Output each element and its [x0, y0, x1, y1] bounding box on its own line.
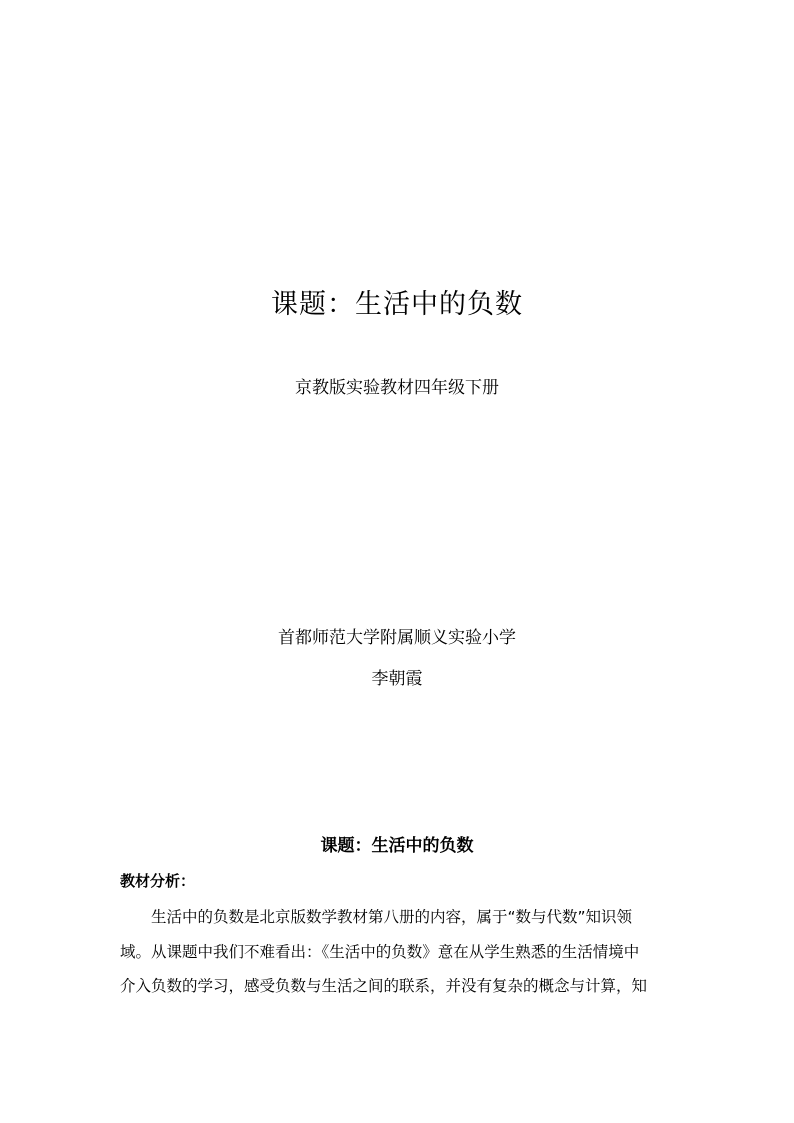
cover-school-name: 首都师范大学附属顺义实验小学: [278, 628, 516, 648]
paragraph-line: 生活中的负数是北京版数学教材第八册的内容，属于“数与代数”知识领: [151, 908, 633, 926]
section-heading: 教材分析：: [120, 872, 196, 890]
paragraph-line: 域。从课题中我们不难看出：《生活中的负数》意在从学生熟悉的生活情境中: [120, 943, 640, 961]
cover-title: 课题：生活中的负数: [271, 289, 523, 320]
section-title: 课题：生活中的负数: [320, 836, 474, 856]
paragraph-line: 介入负数的学习，感受负数与生活之间的联系，并没有复杂的概念与计算，知: [120, 977, 648, 995]
cover-subtitle: 京教版实验教材四年级下册: [295, 378, 499, 398]
cover-author-name: 李朝霞: [371, 669, 423, 689]
